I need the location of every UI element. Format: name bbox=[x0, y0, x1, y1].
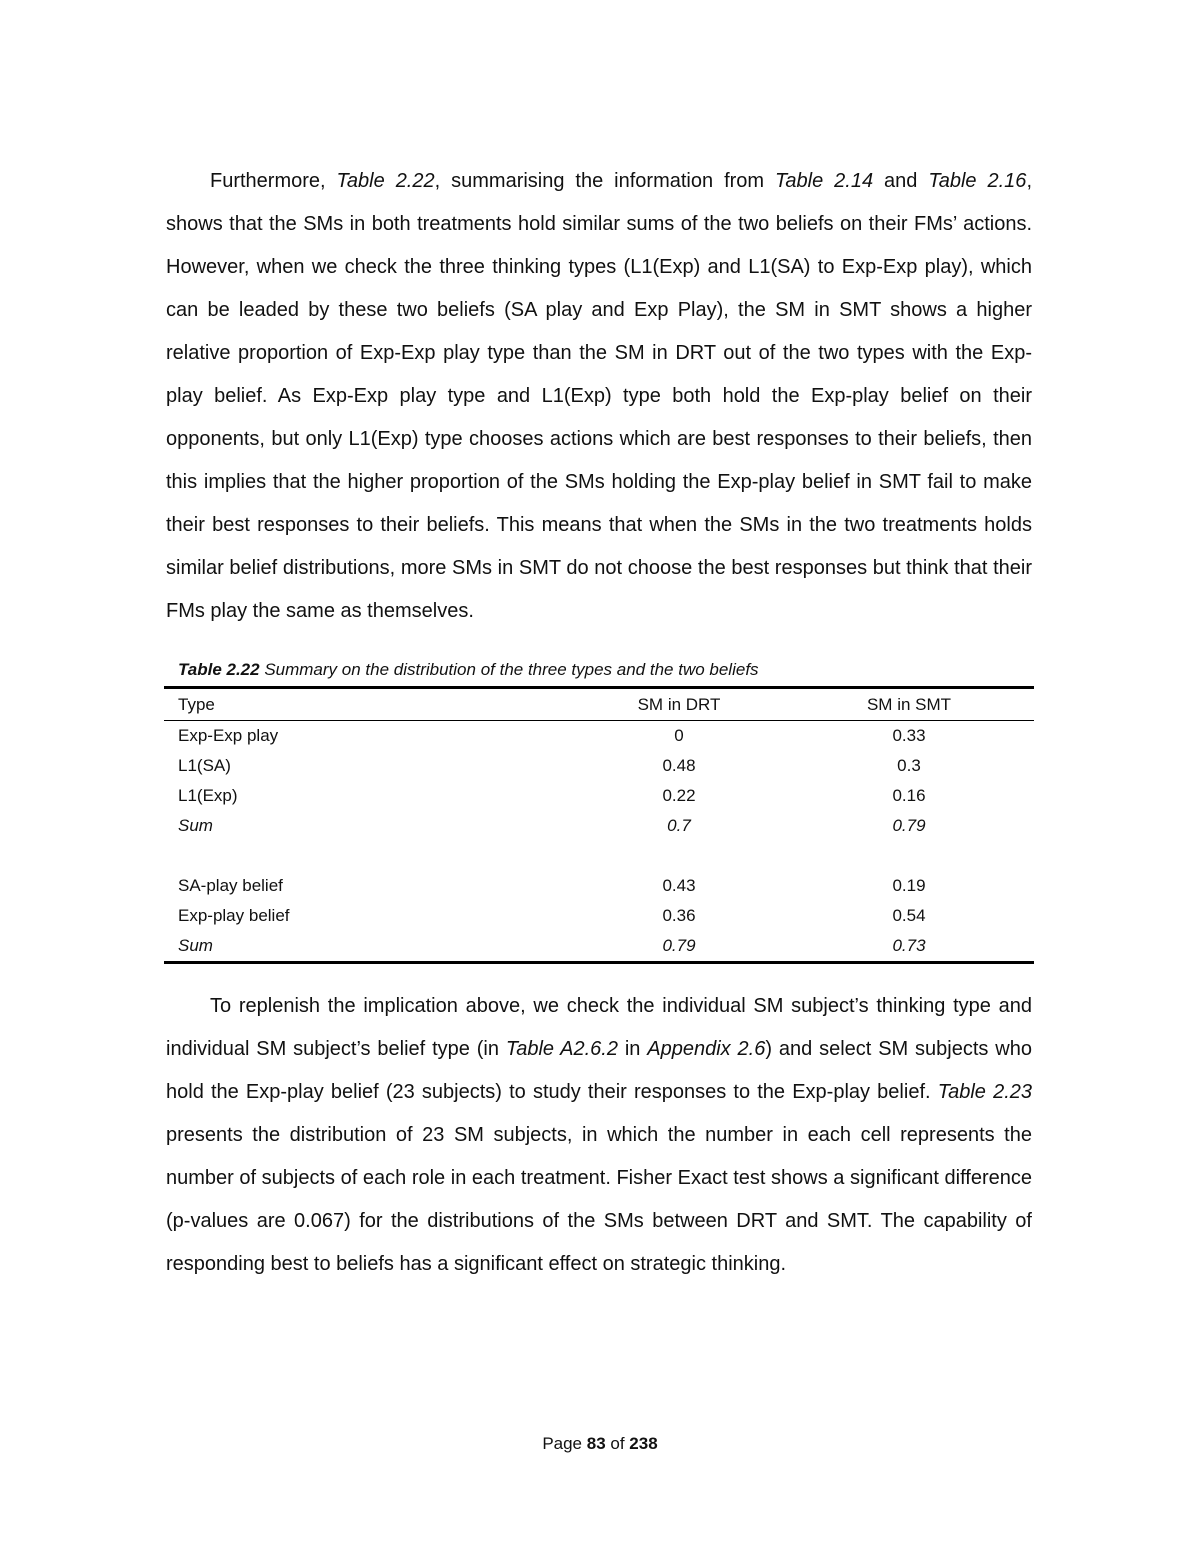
body-paragraph-2 bbox=[166, 985, 1032, 1286]
page-total: 238 bbox=[629, 1434, 658, 1453]
page-label: Page bbox=[542, 1434, 587, 1453]
row-label: L1(Exp) bbox=[178, 786, 238, 805]
paragraph-text: , summarising the information from bbox=[434, 170, 776, 192]
row-label: Sum bbox=[178, 936, 213, 955]
paragraph-text: ) and select SM subjects who hold the Exp-play belief (23 subjects) to study their responses to the Exp-play belief. bbox=[166, 1038, 1032, 1103]
row-label: Exp-play belief bbox=[178, 906, 290, 925]
paragraph-text: To replenish the implication above, we check the individual SM subject’s thinking type and individual SM subject’s belief type (in bbox=[166, 995, 1032, 1060]
table-row-sum bbox=[164, 931, 1034, 963]
table-reference: Table 2.22 bbox=[336, 170, 435, 192]
cell-smt: 0.19 bbox=[892, 876, 926, 895]
table-reference: Table 2.23 bbox=[937, 1081, 1032, 1103]
paragraph-text: presents the distribution of 23 SM subjects, in which the number in each cell represents the number of subjects of each role in each treatment. Fisher Exact test shows a significant difference (p-values are 0.067) for the distributions of the SMs between DRT and SMT. The capability of responding best to beliefs has a significant effect on strategic thinking. bbox=[166, 1124, 1032, 1275]
paragraph-text: in bbox=[617, 1038, 648, 1060]
row-label: Exp-Exp play bbox=[178, 726, 279, 745]
table-caption-text: Summary on the distribution of the three types and the two beliefs bbox=[259, 660, 759, 679]
table-reference: Table 2.14 bbox=[775, 170, 874, 192]
row-label: Sum bbox=[178, 816, 213, 835]
table-row bbox=[164, 901, 1034, 931]
table-row bbox=[164, 721, 1034, 752]
cell-smt: 0.73 bbox=[892, 936, 926, 955]
cell-drt: 0.22 bbox=[662, 786, 696, 805]
paragraph-text: Furthermore, bbox=[210, 170, 337, 192]
cell-drt: 0.48 bbox=[662, 756, 696, 775]
cell-drt: 0.36 bbox=[662, 906, 696, 925]
cell-smt: 0.33 bbox=[892, 726, 926, 745]
cell-smt: 0.16 bbox=[892, 786, 926, 805]
header-sm-smt: SM in SMT bbox=[866, 694, 952, 714]
summary-table bbox=[164, 686, 1034, 964]
page-of-label: of bbox=[605, 1434, 630, 1453]
row-label: L1(SA) bbox=[178, 756, 231, 775]
page-number: 83 bbox=[586, 1434, 606, 1453]
table-header-row bbox=[164, 688, 1034, 721]
paragraph-text: , shows that the SMs in both treatments hold similar sums of the two beliefs on their FMs’ actions. However, when we check the three thinking types (L1(Exp) and L1(SA) to Exp-Exp play), which can be leaded by these two beliefs (SA play and Exp Play), the SM in SMT shows a higher relative proportion of Exp-Exp play type than the SM in DRT out of the two types with the Exp-play belief. As Exp-Exp play type and L1(Exp) type both hold the Exp-play belief on their opponents, but only L1(Exp) type chooses actions which are best responses to their beliefs, then this implies that the higher proportion of the SMs holding the Exp-play belief in SMT fail to make their best responses to their beliefs. This means that when the SMs in the two treatments holds similar belief distributions, more SMs in SMT do not choose the best responses but think that their FMs play the same as themselves. bbox=[166, 170, 1032, 622]
table-row bbox=[164, 751, 1034, 781]
table-row bbox=[164, 781, 1034, 811]
table-caption bbox=[178, 660, 759, 680]
cell-smt: 0.54 bbox=[892, 906, 926, 925]
cell-drt: 0.43 bbox=[662, 876, 696, 895]
table-row-sum bbox=[164, 811, 1034, 841]
cell-smt: 0.3 bbox=[897, 756, 921, 775]
table-reference: Table 2.16 bbox=[928, 170, 1027, 192]
cell-drt: 0.7 bbox=[667, 816, 691, 835]
header-type: Type bbox=[178, 694, 215, 714]
table-reference: Table A2.6.2 bbox=[505, 1038, 618, 1060]
row-label: SA-play belief bbox=[178, 876, 283, 895]
appendix-reference: Appendix 2.6 bbox=[647, 1038, 766, 1060]
cell-drt: 0 bbox=[674, 726, 684, 745]
page-footer bbox=[0, 1434, 1200, 1454]
header-sm-drt: SM in DRT bbox=[637, 694, 721, 714]
table-caption-label: Table 2.22 bbox=[178, 660, 260, 679]
cell-smt: 0.79 bbox=[892, 816, 926, 835]
table-spacer-row bbox=[164, 841, 1034, 871]
table-row bbox=[164, 871, 1034, 901]
paragraph-text: and bbox=[873, 170, 929, 192]
body-paragraph-1 bbox=[166, 160, 1032, 633]
cell-drt: 0.79 bbox=[662, 936, 696, 955]
